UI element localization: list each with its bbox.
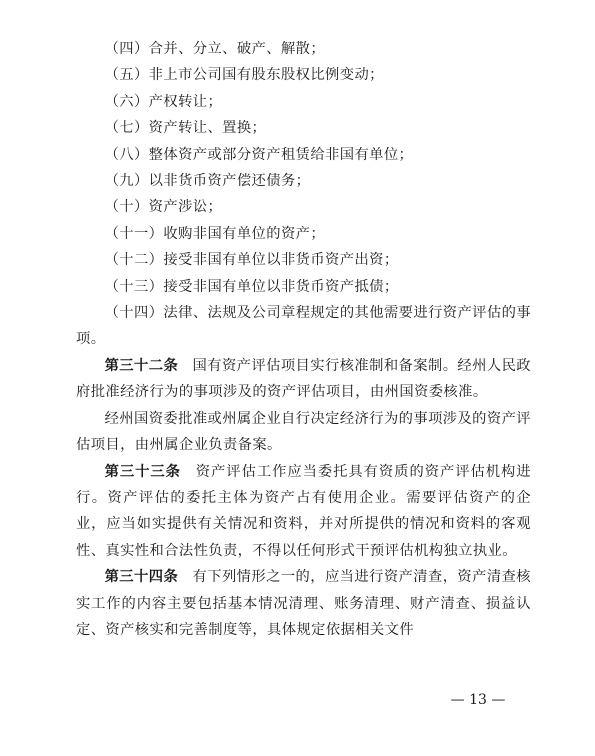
list-item: （五）非上市公司国有股东股权比例变动；	[104, 67, 384, 84]
article-33-body: 资产评估工作应当委托具有资质的资产评估机构进行。资产评估的委托主体为资产占有使用企业。需要评估资产的企业，应当如实提供有关情况和资料，并对所提供的情况和资料的客观性、真实性和合法性负责，不得以任何形式干预评估机构独立执业。	[76, 463, 531, 559]
list-item: （六）产权转让；	[104, 93, 223, 110]
article-33-paragraph	[76, 459, 531, 565]
list-item: （九）以非货币资产偿还债务；	[104, 173, 311, 190]
list-item: （八）整体资产或部分资产租赁给非国有单位；	[104, 146, 414, 163]
list-item: （十）资产涉讼；	[104, 199, 223, 216]
list-item: （十一）收购非国有单位的资产；	[104, 225, 326, 242]
article-32-paragraph	[76, 353, 531, 406]
article-34-heading: 第三十四条	[104, 569, 179, 586]
list-item: （十四）法律、法规及公司章程规定的其他需要进行资产评估的事项。	[76, 305, 531, 348]
article-33-heading: 第三十三条	[104, 463, 181, 480]
list-item: （十二）接受非国有单位以非货币资产出资；	[104, 252, 399, 269]
list-item: （四）合并、分立、破产、解散；	[104, 41, 326, 57]
list-item: （十三）接受非国有单位以非货币资产抵债；	[104, 278, 399, 295]
page-number: — 13 —	[450, 692, 506, 708]
document-body	[76, 36, 531, 643]
article-34-paragraph	[76, 564, 531, 643]
article-32-body: 国有资产评估项目实行核准制和备案制。经州人民政府批准经济行为的事项涉及的资产评估项目，由州国资委核准。	[76, 357, 531, 401]
article-32-paragraph-2: 经州国资委批准或州属企业自行决定经济行为的事项涉及的资产评估项目，由州属企业负责备案。	[76, 410, 531, 454]
list-item: （七）资产转让、置换；	[104, 120, 267, 137]
article-32-heading: 第三十二条	[104, 357, 179, 374]
article-34-body: 有下列情形之一的，应当进行资产清查，资产清查核实工作的内容主要包括基本情况清理、账务清理、财产清查、损益认定、资产核实和完善制度等，具体规定依据相关文件	[76, 569, 531, 638]
